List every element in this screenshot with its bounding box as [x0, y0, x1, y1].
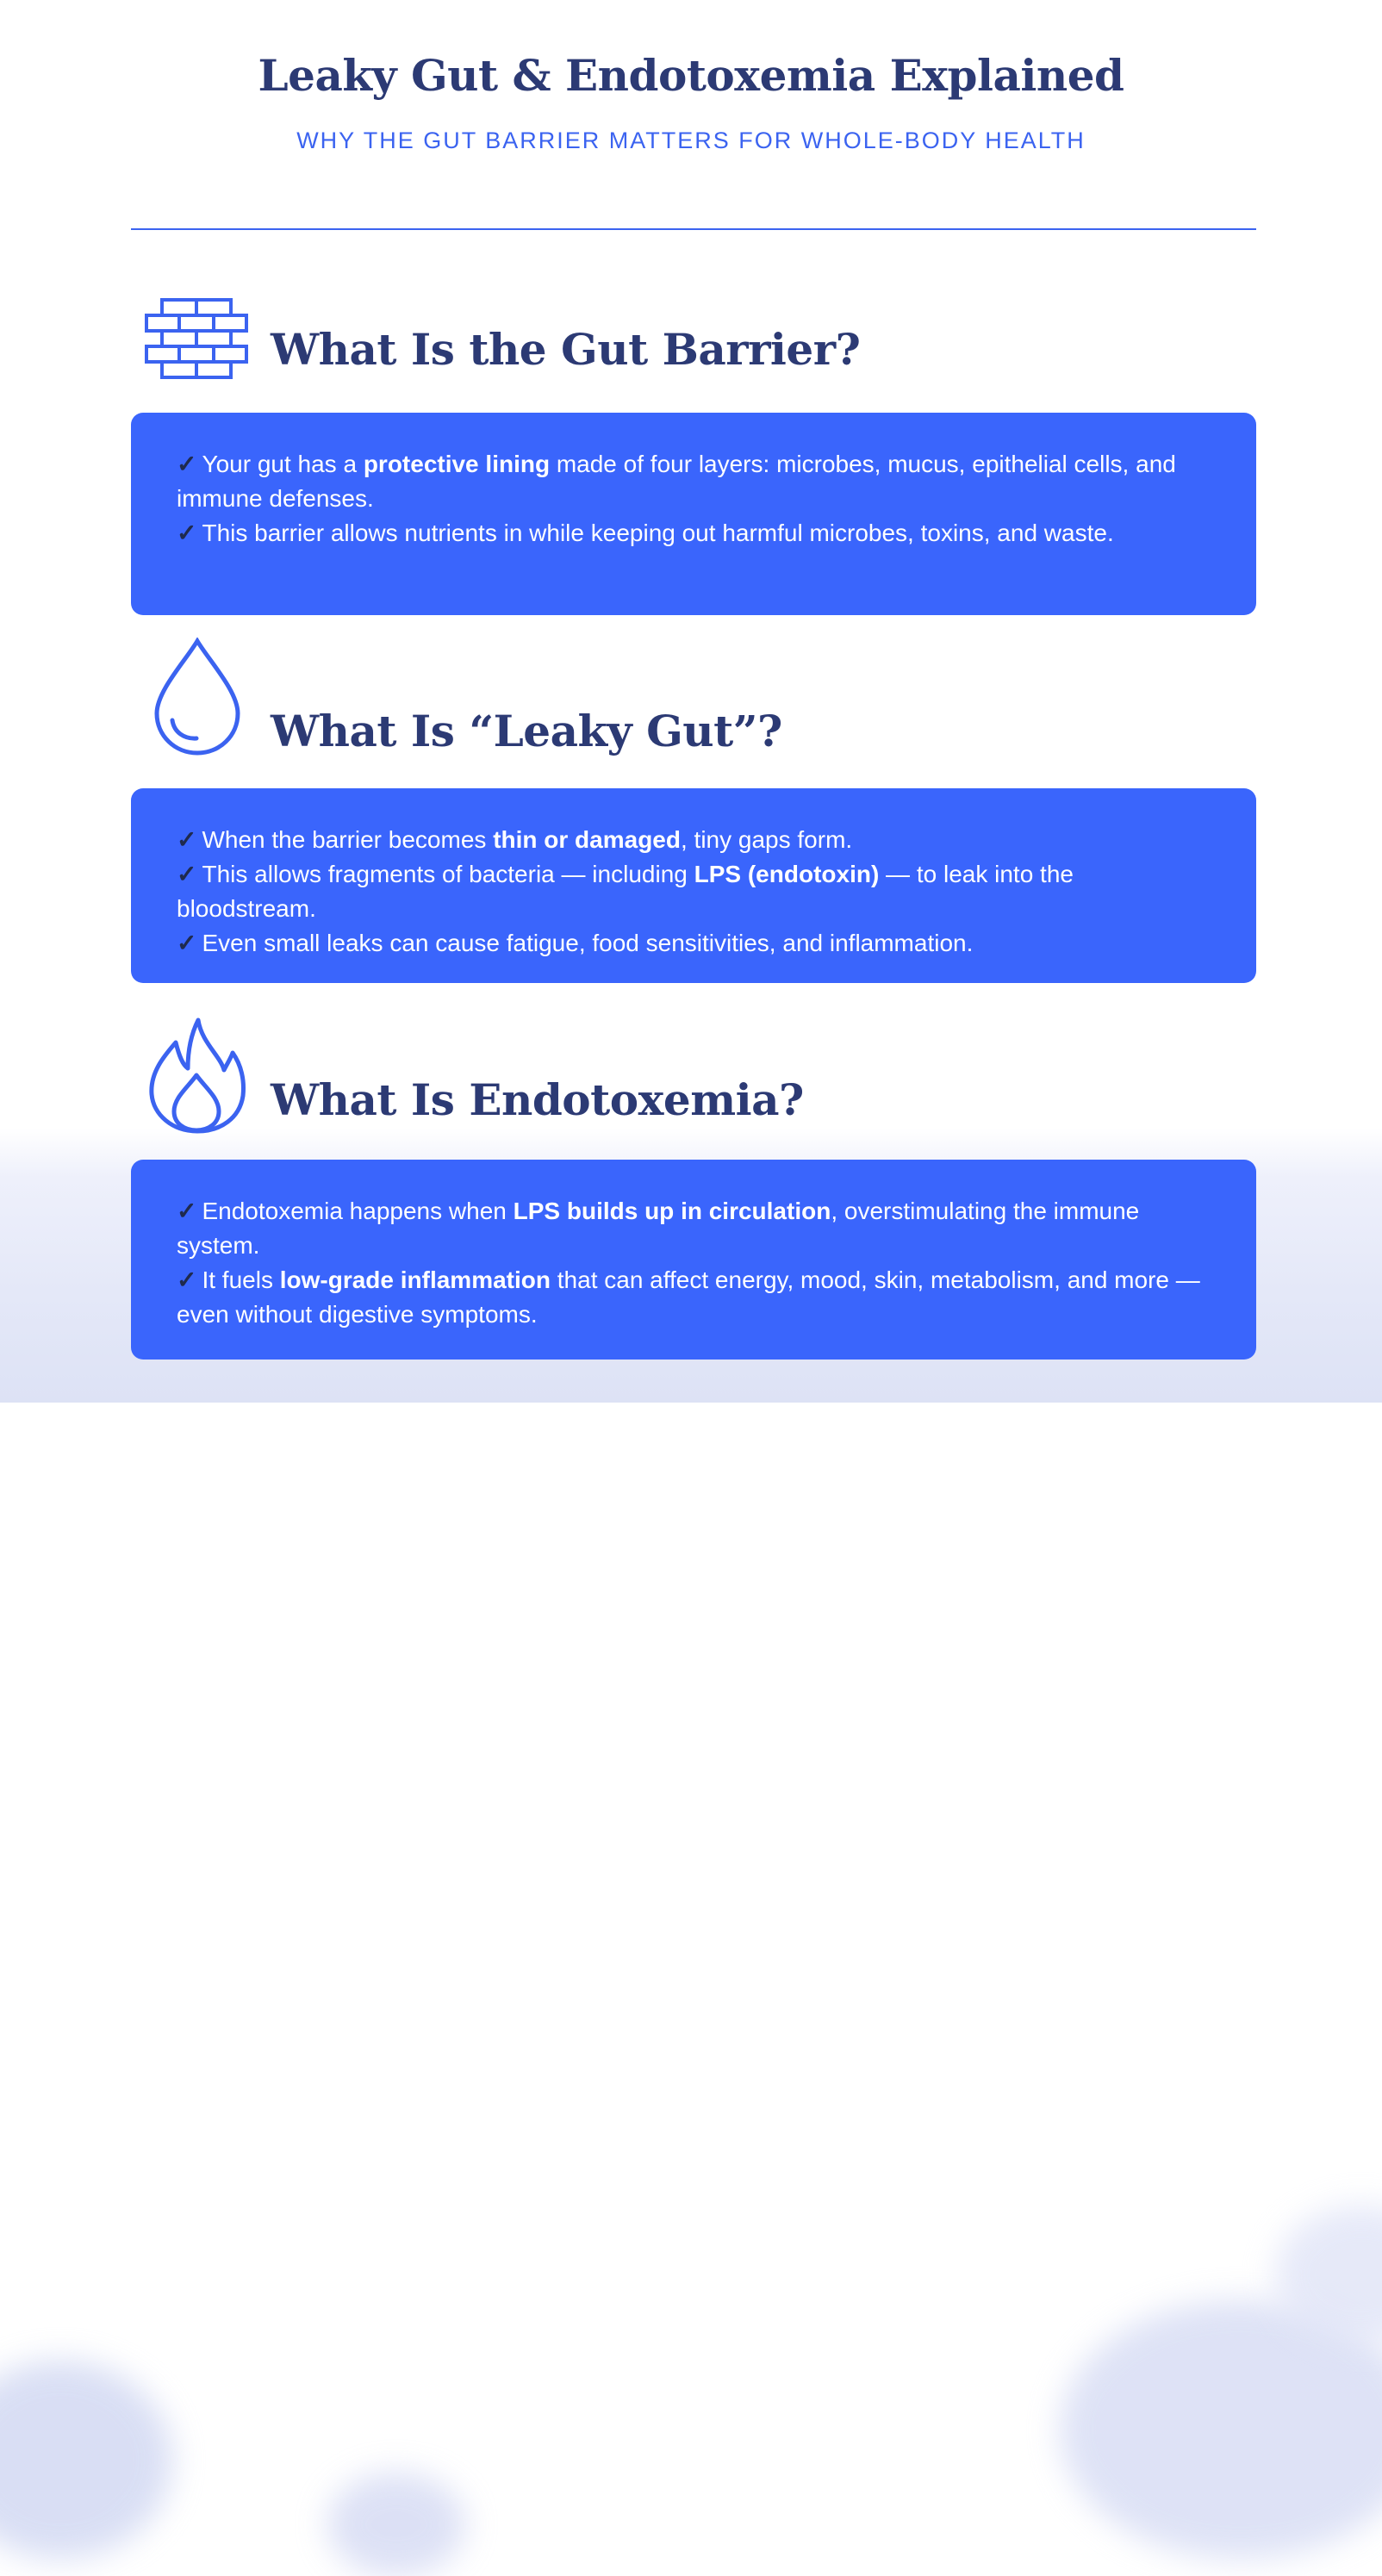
card-leaky-gut — [131, 788, 1256, 983]
card-gut-barrier — [131, 413, 1256, 615]
bullet-item — [177, 1263, 1205, 1332]
section-heading-gut-barrier: What Is the Gut Barrier? — [271, 324, 861, 375]
page-title: Leaky Gut & Endotoxemia Explained — [258, 50, 1124, 101]
header-divider — [131, 228, 1256, 230]
bullet-bold-text: thin or damaged — [493, 826, 681, 853]
brick-wall-icon — [145, 298, 248, 381]
bullet-bold-text: low-grade inflammation — [279, 1266, 551, 1293]
check-icon: ✓ — [177, 1198, 197, 1224]
bullet-text: Endotoxemia happens when — [202, 1198, 514, 1224]
check-icon: ✓ — [177, 451, 197, 477]
bullet-text: When the barrier becomes — [202, 826, 494, 853]
check-icon: ✓ — [177, 520, 197, 546]
check-icon: ✓ — [177, 930, 197, 956]
bullet-item — [177, 447, 1205, 516]
bullet-item — [177, 823, 1205, 857]
bullet-text: Even small leaks can cause fatigue, food sensitivities, and inflammation. — [202, 930, 974, 956]
bullet-item — [177, 857, 1205, 926]
page-subtitle: WHY THE GUT BARRIER MATTERS FOR WHOLE-BODY HEALTH — [296, 128, 1086, 153]
flame-icon — [148, 1017, 246, 1134]
bullet-text: — to leak into the bloodstream. — [177, 861, 1074, 922]
section-heading-endotoxemia: What Is Endotoxemia? — [271, 1074, 804, 1125]
bullet-bold-text: protective lining — [363, 451, 551, 477]
bullet-item — [177, 1194, 1205, 1263]
check-icon: ✓ — [177, 1266, 197, 1293]
background-blob — [0, 2361, 172, 2559]
bullet-text: Your gut has a — [202, 451, 364, 477]
background-blob — [327, 2473, 465, 2576]
bullet-bold-text: LPS (endotoxin) — [694, 861, 880, 887]
card-endotoxemia — [131, 1160, 1256, 1360]
bullet-text: , overstimulating the immune system. — [177, 1198, 1140, 1259]
check-icon: ✓ — [177, 826, 197, 853]
bullet-text: made of four layers: microbes, mucus, epithelial cells, and immune defenses. — [177, 451, 1176, 512]
bullet-text: that can affect energy, mood, skin, metabolism, and more — even without digestive symptoms. — [177, 1266, 1200, 1328]
bullet-text: This barrier allows nutrients in while keeping out harmful microbes, toxins, and waste. — [202, 520, 1114, 546]
bullet-text: It fuels — [202, 1266, 280, 1293]
bullet-bold-text: LPS builds up in circulation — [513, 1198, 831, 1224]
bullet-item — [177, 926, 1205, 961]
check-icon: ✓ — [177, 861, 197, 887]
section-heading-leaky-gut: What Is “Leaky Gut”? — [271, 706, 782, 756]
bullet-item — [177, 516, 1205, 551]
droplet-icon — [153, 638, 241, 756]
bullet-text: This allows fragments of bacteria — including — [202, 861, 694, 887]
bullet-text: , tiny gaps form. — [680, 826, 853, 853]
